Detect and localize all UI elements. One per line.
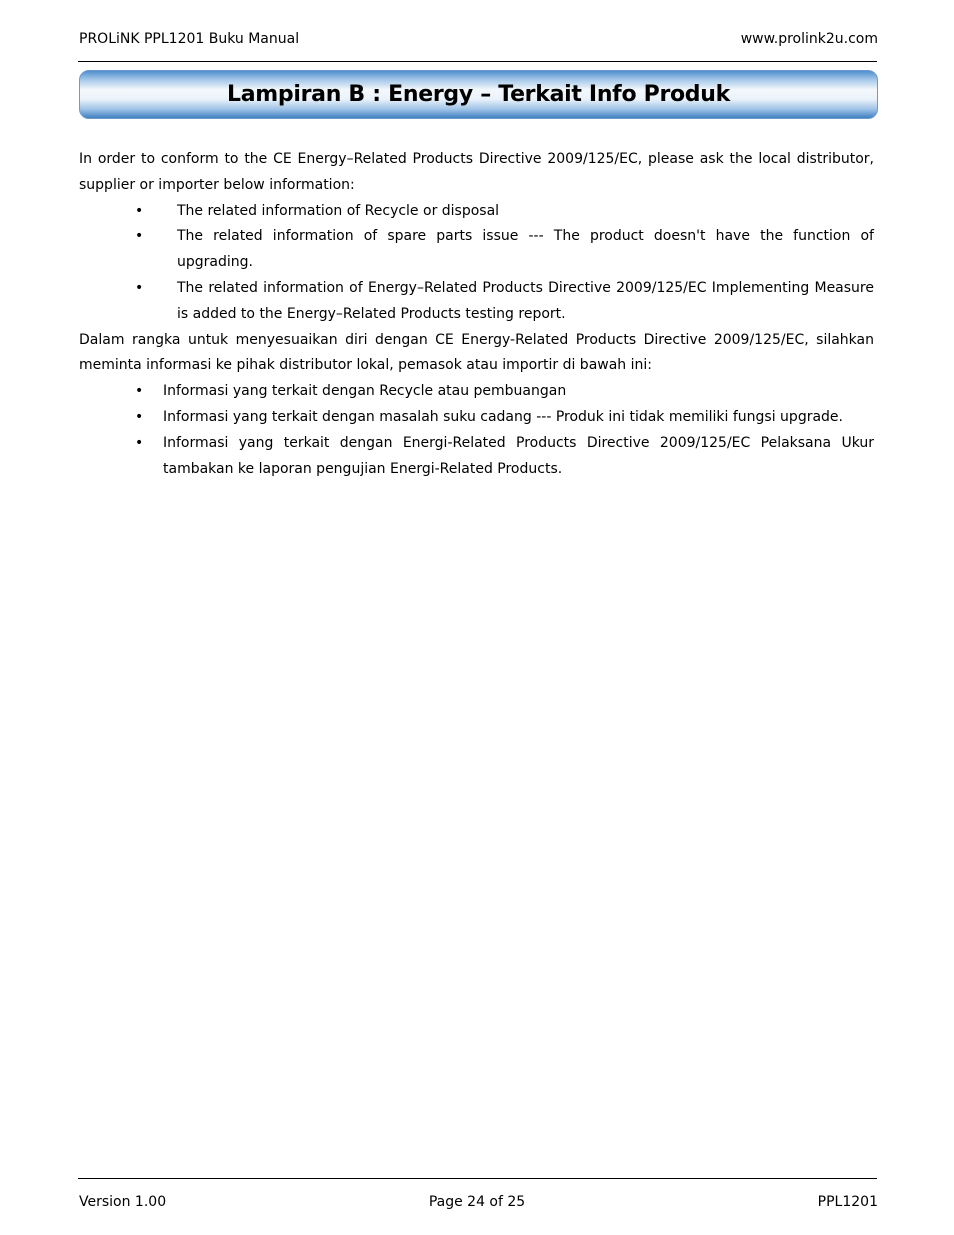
english-bullet-list — [79, 199, 874, 328]
bullet-icon: • — [135, 279, 144, 296]
footer-page-number: Page 24 of 25 — [428, 1194, 526, 1210]
list-item-text: The related information of Energy–Related Products Directive 2009/125/EC Implementing Measure is added to the Energy–Related Products testing report. — [177, 279, 874, 322]
list-item-text: Informasi yang terkait dengan Recycle atau pembuangan — [163, 383, 567, 400]
indonesian-intro-paragraph: Dalam rangka untuk menyesuaikan diri dengan CE Energy-Related Products Directive 2009/125/EC, silahkan meminta informasi ke pihak distributor lokal, pemasok atau importir di bawah ini: — [79, 331, 874, 374]
indonesian-bullet-list — [79, 379, 874, 482]
english-intro-paragraph: In order to conform to the CE Energy–Related Products Directive 2009/125/EC, please ask the local distributor, supplier or importer below information: — [79, 151, 874, 193]
list-item — [79, 405, 874, 431]
footer-divider — [78, 1178, 877, 1179]
list-item — [79, 431, 874, 483]
header-manual-title: PROLiNK PPL1201 Buku Manual — [79, 31, 300, 47]
list-item — [79, 199, 874, 225]
bullet-icon: • — [135, 228, 144, 245]
list-item-text: Informasi yang terkait dengan Energi-Related Products Directive 2009/125/EC Pelaksana Ukur tambakan ke laporan pengujian Energi-Related Products. — [163, 434, 874, 477]
header-website: www.prolink2u.com — [740, 31, 878, 47]
bullet-icon: • — [135, 383, 144, 400]
list-item-text: The related information of Recycle or disposal — [177, 202, 500, 219]
header-divider — [78, 61, 877, 62]
list-item — [79, 224, 874, 276]
bullet-icon: • — [135, 202, 144, 219]
section-title-banner — [79, 70, 878, 119]
footer-model: PPL1201 — [817, 1194, 878, 1210]
page-body — [79, 147, 874, 482]
section-title: Lampiran B : Energy – Terkait Info Produk — [227, 82, 730, 107]
list-item-text: The related information of spare parts issue --- The product doesn't have the function of upgrading. — [177, 228, 874, 271]
bullet-icon: • — [135, 408, 144, 425]
list-item — [79, 276, 874, 328]
footer-version: Version 1.00 — [79, 1194, 167, 1210]
list-item — [79, 379, 874, 405]
bullet-icon: • — [135, 434, 144, 451]
list-item-text: Informasi yang terkait dengan masalah suku cadang --- Produk ini tidak memiliki fungsi upgrade. — [163, 408, 843, 425]
